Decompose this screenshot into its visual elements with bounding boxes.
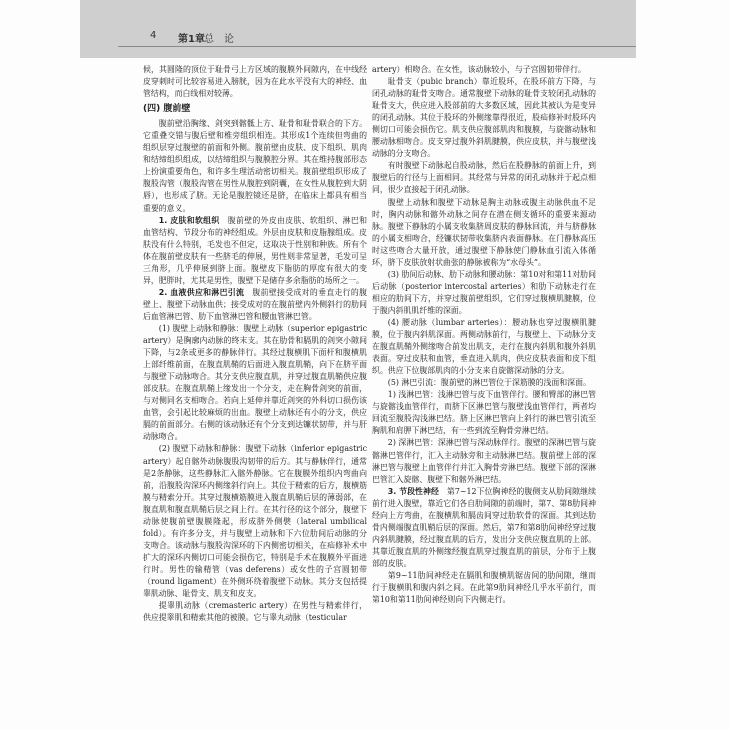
paragraph: 有时腹壁下动脉起自股动脉，然后在股静脉的前面上升，到腹壁后的行径与上面相同。其经常与异常的闭孔动脉并于起点相同，很少直接起于闭孔动脉。 (372, 161, 596, 195)
paragraph: (2) 腹壁下动脉和静脉：腹壁下动脉（inferior epigastric artery）起自髂外动脉腹股沟韧带的后方。其与静脉伴行，通常是2条静脉，这些静脉汇入髂外静脉。它在腹膜外组织内弯曲向前，沿腹股沟深环内侧缘斜行向上。其位于精索的后方，腹横筋膜与精索分开。其穿过腹横筋膜进入腹直肌鞘后层的薄弱部，在腹直肌和腹直肌鞘后层之间上行。在其行径的这个部分，腹壁下动脉使腹前壁腹膜隆起，形成脐外侧襞（lateral umbilical fold）。有许多分支，并与腹壁上动脉和下六位肋间后动脉的分支吻合。该动脉与腹股沟深环的下内侧密切相关，在疝修补术中扩大的深环内侧切口可能会损伤它，特别是手术在腹膜外平面进行时。男性的输精管（vas deferens）或女性的子宫圆韧带（round ligament）在外侧环绕着腹壁下动脉。其分支包括提睾肌动脉、耻骨支、肌支和皮支。 (143, 444, 367, 599)
paragraph-with-title (372, 486, 596, 570)
paragraph: 腹壁上动脉和腹壁下动脉是胸主动脉或腹主动脉供血不足时，胸内动脉和髂外动脉之间存在潜在侧支循环的重要来源动脉。腹壁下静脉的小属支收集脐周皮肤的静脉回流，并与脐静脉的小属支相吻合，经镰状韧带收集脐内表面静脉。在门静脉高压时这些吻合大量开放，通过腹壁下静脉使门静脉血引流入体循环，脐下皮肤放射状曲张的静脉被称为“水母头”。 (372, 197, 596, 267)
subsection-title: 2. 血液供应和淋巴引流 (158, 287, 245, 297)
header-band (80, 0, 636, 58)
paragraph: (5) 淋巴引流：腹前壁的淋巴管位于深筋膜的浅面和深面。 (387, 378, 591, 388)
paragraph: 第9~11肋间神经走在膈肌和腹横肌锯齿间的肋间隙，继而行于腹横肌和腹内斜之间。在此第9肋间神经几乎水平前行，而第10和第11肋间神经则向下内侧走行。 (372, 570, 596, 605)
paragraph: (4) 腰动脉（lumbar arteries）：腰动脉也穿过腹横肌腱膜，位于腹内斜肌深面。两侧动脉前行，与腹壁上、下动脉分支在腹直肌鞘外侧缘吻合前发出肌支，走行在腹内斜肌和腹外斜肌表面。穿过皮肤和血管，垂直进入肌肉，供应皮肤表面和皮下组织。供应下位腹部肌肉的小分支来自旋髂深动脉的分支。 (372, 317, 596, 376)
paragraph: 1) 浅淋巴管：浅淋巴管与皮下血管伴行。腰和臀部的淋巴管与旋髂浅血管伴行，而脐下区淋巴管与腹壁浅血管伴行，两者均回流至腹股沟浅淋巴结。脐上区淋巴管向上斜行的淋巴管引流至胸肌和肩胛下淋巴结，有一些到流至胸骨旁淋巴结。 (372, 390, 596, 436)
paragraph: 候，其圆隆的顶位于耻骨弓上方区域的腹膜外间隙内，在中线经皮穿刺时可比较容易进入膀胱，因为在此水平没有大的神经、血管结构，而白线相对较薄。 (143, 65, 367, 99)
chapter-title: 总 论 (204, 34, 234, 45)
paragraph: 腹前壁沿胸缘、剑突到髂骶上方、耻骨和耻骨联合的下方。它重叠交错与腹后壁和椎旁组织相连。其形成1个连续但弯曲的组织层穿过腹壁的前面和外侧。腹前壁由皮肤、皮下组织、肌肉和结缔组织组成，以结缔组织与腹膜腔分界。其在维持腹部形态上扮演重要角色，和许多生理活动密切相关。腹前壁组织形成了腹股沟管（腹股沟管在男性从腹腔到阴囊，在女性从腹腔到大阴唇），也形成了脐。无论是腹腔镜还是脐，在临床上都具有相当重要的意义。 (143, 119, 367, 213)
right-column (372, 64, 596, 606)
paragraph: 耻骨支（pubic branch）靠近股环，在股环前方下降，与闭孔动脉的耻骨支吻合。通常腹壁下动脉的耻骨支较闭孔动脉的耻骨支大，供应进入股部前的大多数区域，因此其被认为是变异的闭孔动脉。其位于股环的外侧缘靠得很近，股疝修补时股环内侧切口可能会损伤它。肌支供应腹部肌肉和腹膜，与旋髂动脉和腰动脉相吻合。皮支穿过腹外斜肌腱膜，供应皮肤，并与腹壁浅动脉的分支吻合。 (372, 77, 596, 159)
paragraph-with-title (143, 287, 367, 323)
chapter-label: 第1章 (178, 34, 205, 45)
paragraph: artery）相吻合。在女性，该动脉较小，与子宫圆韧带伴行。 (372, 65, 586, 74)
paragraph-with-title (143, 215, 367, 287)
paragraph-text: 腹前壁的外皮由皮肤、软组织、淋巴和血管结构、节段分布的神经组成。外层由皮肤和皮脂腺组成。皮肤没有什么特别，毛发也不但定，这取决于性别和种族。所有个体在腹前壁皮肤有一些脐毛的伸展，男性则非常显著，毛发可呈三角形，几乎伸展到脐上面。腹壁皮下脂肪的厚度有很大的变异，肥胖时，尤其是男性，腹壁下是储存多余脂肪的场所之一。 (143, 215, 367, 285)
paragraph: (1) 腹壁上动脉和静脉：腹壁上动脉（superior epigastric artery）是胸廓内动脉的终末支。其在肋骨和膈肌的剑突小隙间下降，与2条或更多的静脉伴行。其经过腹横肌下面杆和腹横肌上部纤维前面，在腹直肌鞘的后面进入腹直肌鞘，向下在脐平面与腹壁下动脉吻合。其分支供应腹直肌，并穿过腹直肌鞘供应腹部皮肤。在腹直肌鞘上缘发出一个分支，走在胸骨剑突的前面，与对侧同名支相吻合。若向上延伸并靠近剑突的外科切口损伤该血管，会引起比较麻烦的出血。腹壁上动脉还有小的分支，供应膈的前面部分。右侧的该动脉还有个分支到达镰状韧带，并与肝动脉吻合。 (143, 323, 367, 442)
left-column (143, 64, 367, 624)
section-heading: (四) 腹前壁 (143, 104, 191, 115)
paragraph: 提睾肌动脉（cremasteric artery）在男性与精索伴行，供应提睾肌和精索其他的被膜。它与睾丸动脉（testicular (143, 601, 367, 623)
paragraph-text: 腹前壁接受成对的垂直走行的腹壁上、腹壁下动脉血供；接受成对的在腹前壁内外侧斜行的肋间后血管淋巴管、肋下血管淋巴管和腰血管淋巴管。 (143, 287, 367, 321)
paragraph: (3) 肋间后动脉、肋下动脉和腰动脉：第10对和第11对肋间后动脉（posterior intercostal arteries）和肋下动脉走行在相应的肋间下方，并穿过腹前壁组织，它们穿过腹横肌腱膜，位于腹内斜肌肌纤维的深面。 (372, 269, 596, 315)
header-rule (118, 46, 636, 47)
subsection-title: 1. 皮肤和软组织 (158, 215, 220, 225)
paragraph: 2) 深淋巴管：深淋巴管与深动脉伴行。腹壁的深淋巴管与旋髂淋巴管伴行，汇入主动脉旁和主动脉淋巴结。腹前壁上部的深淋巴管与腹壁上血管伴行并汇入胸骨旁淋巴结。腹壁下部的深淋巴管汇入旋髂、腹壁下和髂外淋巴结。 (372, 438, 596, 484)
page-number: 4 (150, 30, 157, 41)
subsection-title: 3. 节段性神经 (387, 486, 439, 496)
paragraph-text: 第7~12下位胸神经的腹侧支从肋间隙继续前行进入腹壁，靠近它们各自肋间隙的前端时，第7、第8肋间神经向上方弯曲，在腹横肌和膈齿间穿过肋软骨的深面。其到达肋骨内侧端腹直肌鞘后层的深面。然后，第7和第8肋间神经穿过腹内斜肌腱膜，经过腹直肌的后方，发出分支供应腹直肌的上部。其靠近腹直肌的外侧缘经腹直肌穿过腹直肌的前层，分布于上腹部的皮肤。 (372, 486, 596, 568)
